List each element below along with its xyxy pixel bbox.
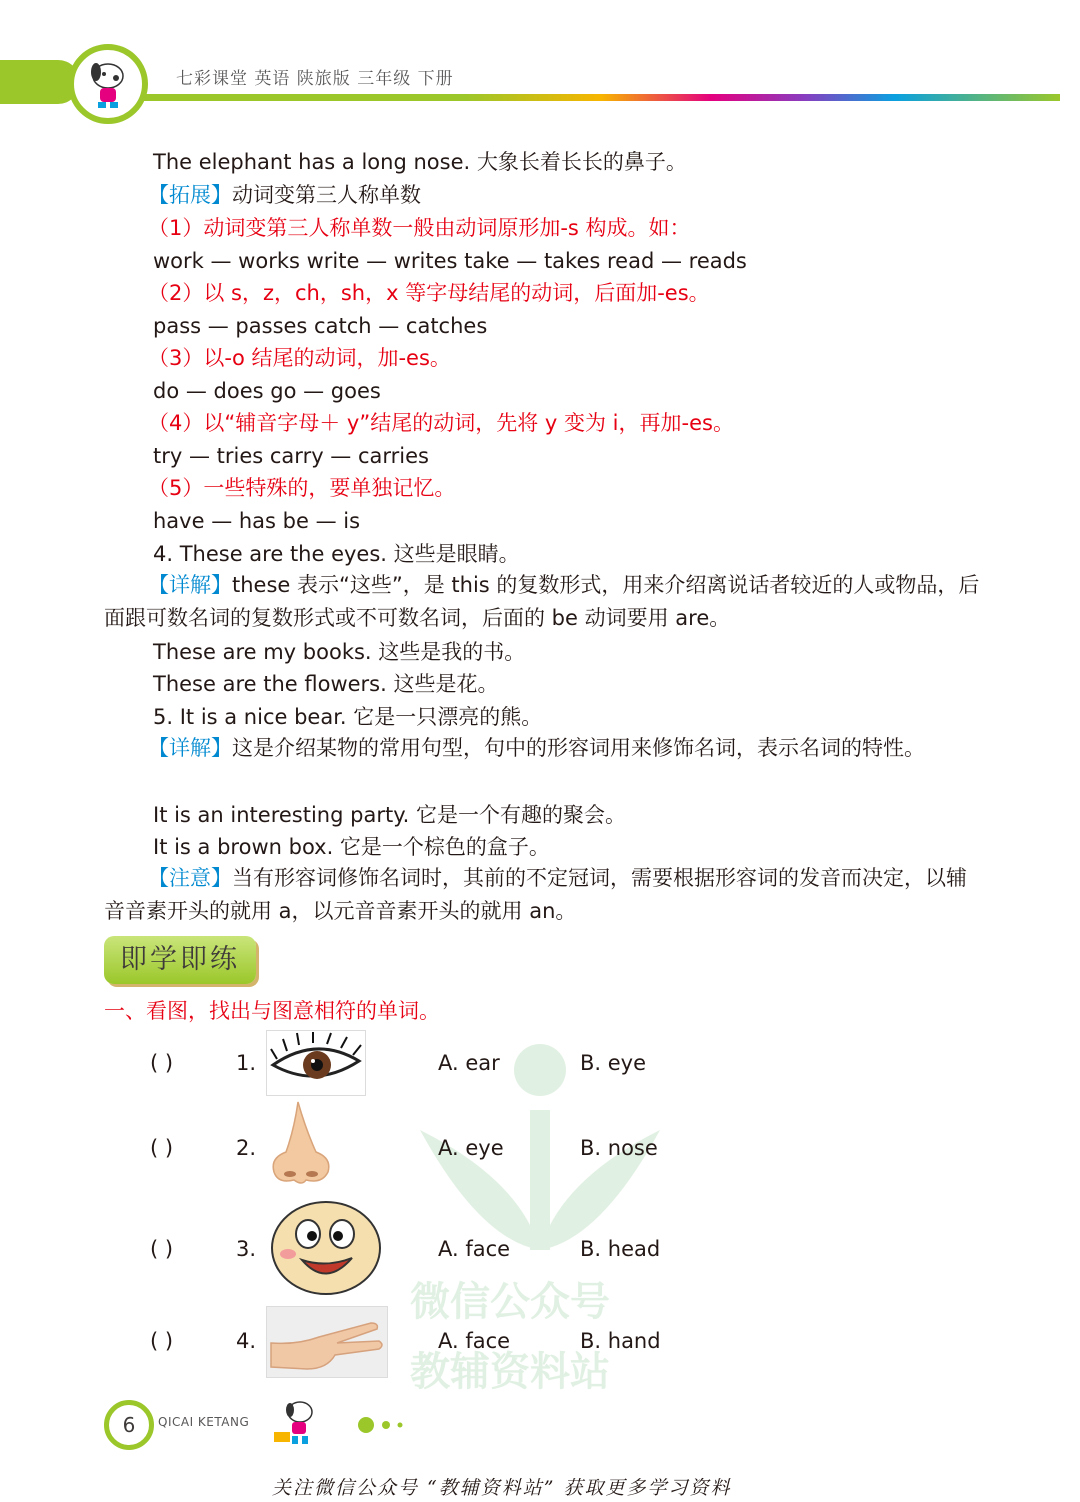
answer-blank[interactable]: ( ) bbox=[150, 1136, 174, 1160]
eye-picture bbox=[266, 1030, 366, 1096]
option-a[interactable]: A. eye bbox=[438, 1136, 504, 1160]
series-label: QICAI KETANG bbox=[158, 1415, 250, 1429]
detail-tag: 【详解】 bbox=[148, 736, 232, 760]
rule-5: （5）一些特殊的，要单独记忆。 bbox=[148, 476, 456, 500]
page-number: 6 bbox=[122, 1413, 136, 1437]
question-number: 4. bbox=[236, 1329, 257, 1353]
practice-section-title: 即学即练 bbox=[120, 944, 240, 975]
option-b[interactable]: B. head bbox=[580, 1237, 661, 1261]
rule-5-examples: have — has be — is bbox=[153, 509, 361, 533]
detail-tag: 【详解】 bbox=[148, 573, 232, 597]
option-b[interactable]: B. hand bbox=[580, 1329, 661, 1353]
rule-3-examples: do — does go — goes bbox=[153, 379, 381, 403]
extension-heading bbox=[148, 181, 421, 209]
example-party: It is an interesting party. 它是一个有趣的聚会。 bbox=[153, 803, 626, 827]
detail-text: these 表示“这些”，是 this 的复数形式，用来介绍离说话者较近的人或物品，后面跟可数名词的复数形式或不可数名词，后面的 be 动词要用 are。 bbox=[104, 573, 980, 630]
rule-2-examples: pass — passes catch — catches bbox=[153, 314, 488, 338]
hand-picture bbox=[266, 1306, 388, 1378]
option-a[interactable]: A. face bbox=[438, 1329, 511, 1353]
answer-blank[interactable]: ( ) bbox=[150, 1329, 174, 1353]
rule-4-examples: try — tries carry — carries bbox=[153, 444, 429, 468]
option-b[interactable]: B. nose bbox=[580, 1136, 658, 1160]
footer-mascot-icon bbox=[266, 1396, 332, 1450]
option-a[interactable]: A. ear bbox=[438, 1051, 500, 1075]
extension-tag: 【拓展】 bbox=[148, 183, 232, 207]
question-number: 3. bbox=[236, 1237, 257, 1261]
face-picture bbox=[266, 1196, 384, 1298]
answer-blank[interactable]: ( ) bbox=[150, 1237, 174, 1261]
sentence-5: 5. It is a nice bear. 它是一只漂亮的熊。 bbox=[153, 705, 543, 729]
example-box: It is a brown box. 它是一个棕色的盒子。 bbox=[153, 835, 550, 859]
detail-text: 这是介绍某物的常用句型，句中的形容词用来修饰名词，表示名词的特性。 bbox=[232, 736, 925, 760]
option-a[interactable]: A. face bbox=[438, 1237, 511, 1261]
header-rainbow-strip bbox=[142, 94, 1060, 101]
question-number: 2. bbox=[236, 1136, 257, 1160]
footer-note: 关注微信公众号 “教辅资料站” 获取更多学习资料 bbox=[272, 1477, 732, 1499]
practice-section-badge bbox=[104, 936, 256, 984]
dog-mascot-icon bbox=[74, 50, 142, 118]
rule-2: （2）以 s，z，ch，sh，x 等字母结尾的动词，后面加-es。 bbox=[148, 281, 710, 305]
example-these-flowers: These are the flowers. 这些是花。 bbox=[153, 672, 499, 696]
detail-paragraph-1 bbox=[104, 569, 984, 635]
question-number: 1. bbox=[236, 1051, 257, 1075]
rule-4: （4）以“辅音字母＋ y”结尾的动词，先将 y 变为 i，再加-es。 bbox=[148, 411, 734, 435]
nose-picture bbox=[266, 1100, 338, 1186]
option-b[interactable]: B. eye bbox=[580, 1051, 647, 1075]
header-title: 七彩课堂 英语 陕旅版 三年级 下册 bbox=[176, 69, 454, 89]
detail-paragraph-2 bbox=[104, 732, 984, 765]
rule-1: （1）动词变第三人称单数一般由动词原形加-s 构成。如： bbox=[148, 216, 691, 240]
example-sentence: The elephant has a long nose. 大象长着长长的鼻子。 bbox=[153, 150, 687, 174]
progress-dots bbox=[356, 1415, 416, 1435]
example-these-books: These are my books. 这些是我的书。 bbox=[153, 640, 526, 664]
rule-1-examples: work — works write — writes take — takes read — reads bbox=[153, 249, 747, 273]
watermark-line-2: 教辅资料站 bbox=[410, 1349, 610, 1395]
note-tag: 【注意】 bbox=[148, 866, 232, 890]
watermark-line-1: 微信公众号 bbox=[410, 1279, 610, 1325]
note-text: 当有形容词修饰名词时，其前的不定冠词，需要根据形容词的发音而决定，以辅音音素开头的就用 a，以元音音素开头的就用 an。 bbox=[104, 866, 967, 923]
task-1-instruction: 一、看图，找出与图意相符的单词。 bbox=[104, 999, 440, 1023]
rule-3: （3）以-o 结尾的动词，加-es。 bbox=[148, 346, 451, 370]
extension-text: 动词变第三人称单数 bbox=[232, 183, 421, 207]
answer-blank[interactable]: ( ) bbox=[150, 1051, 174, 1075]
sentence-4: 4. These are the eyes. 这些是眼睛。 bbox=[153, 542, 520, 566]
note-paragraph bbox=[104, 862, 984, 928]
header-mascot-badge bbox=[68, 44, 148, 124]
